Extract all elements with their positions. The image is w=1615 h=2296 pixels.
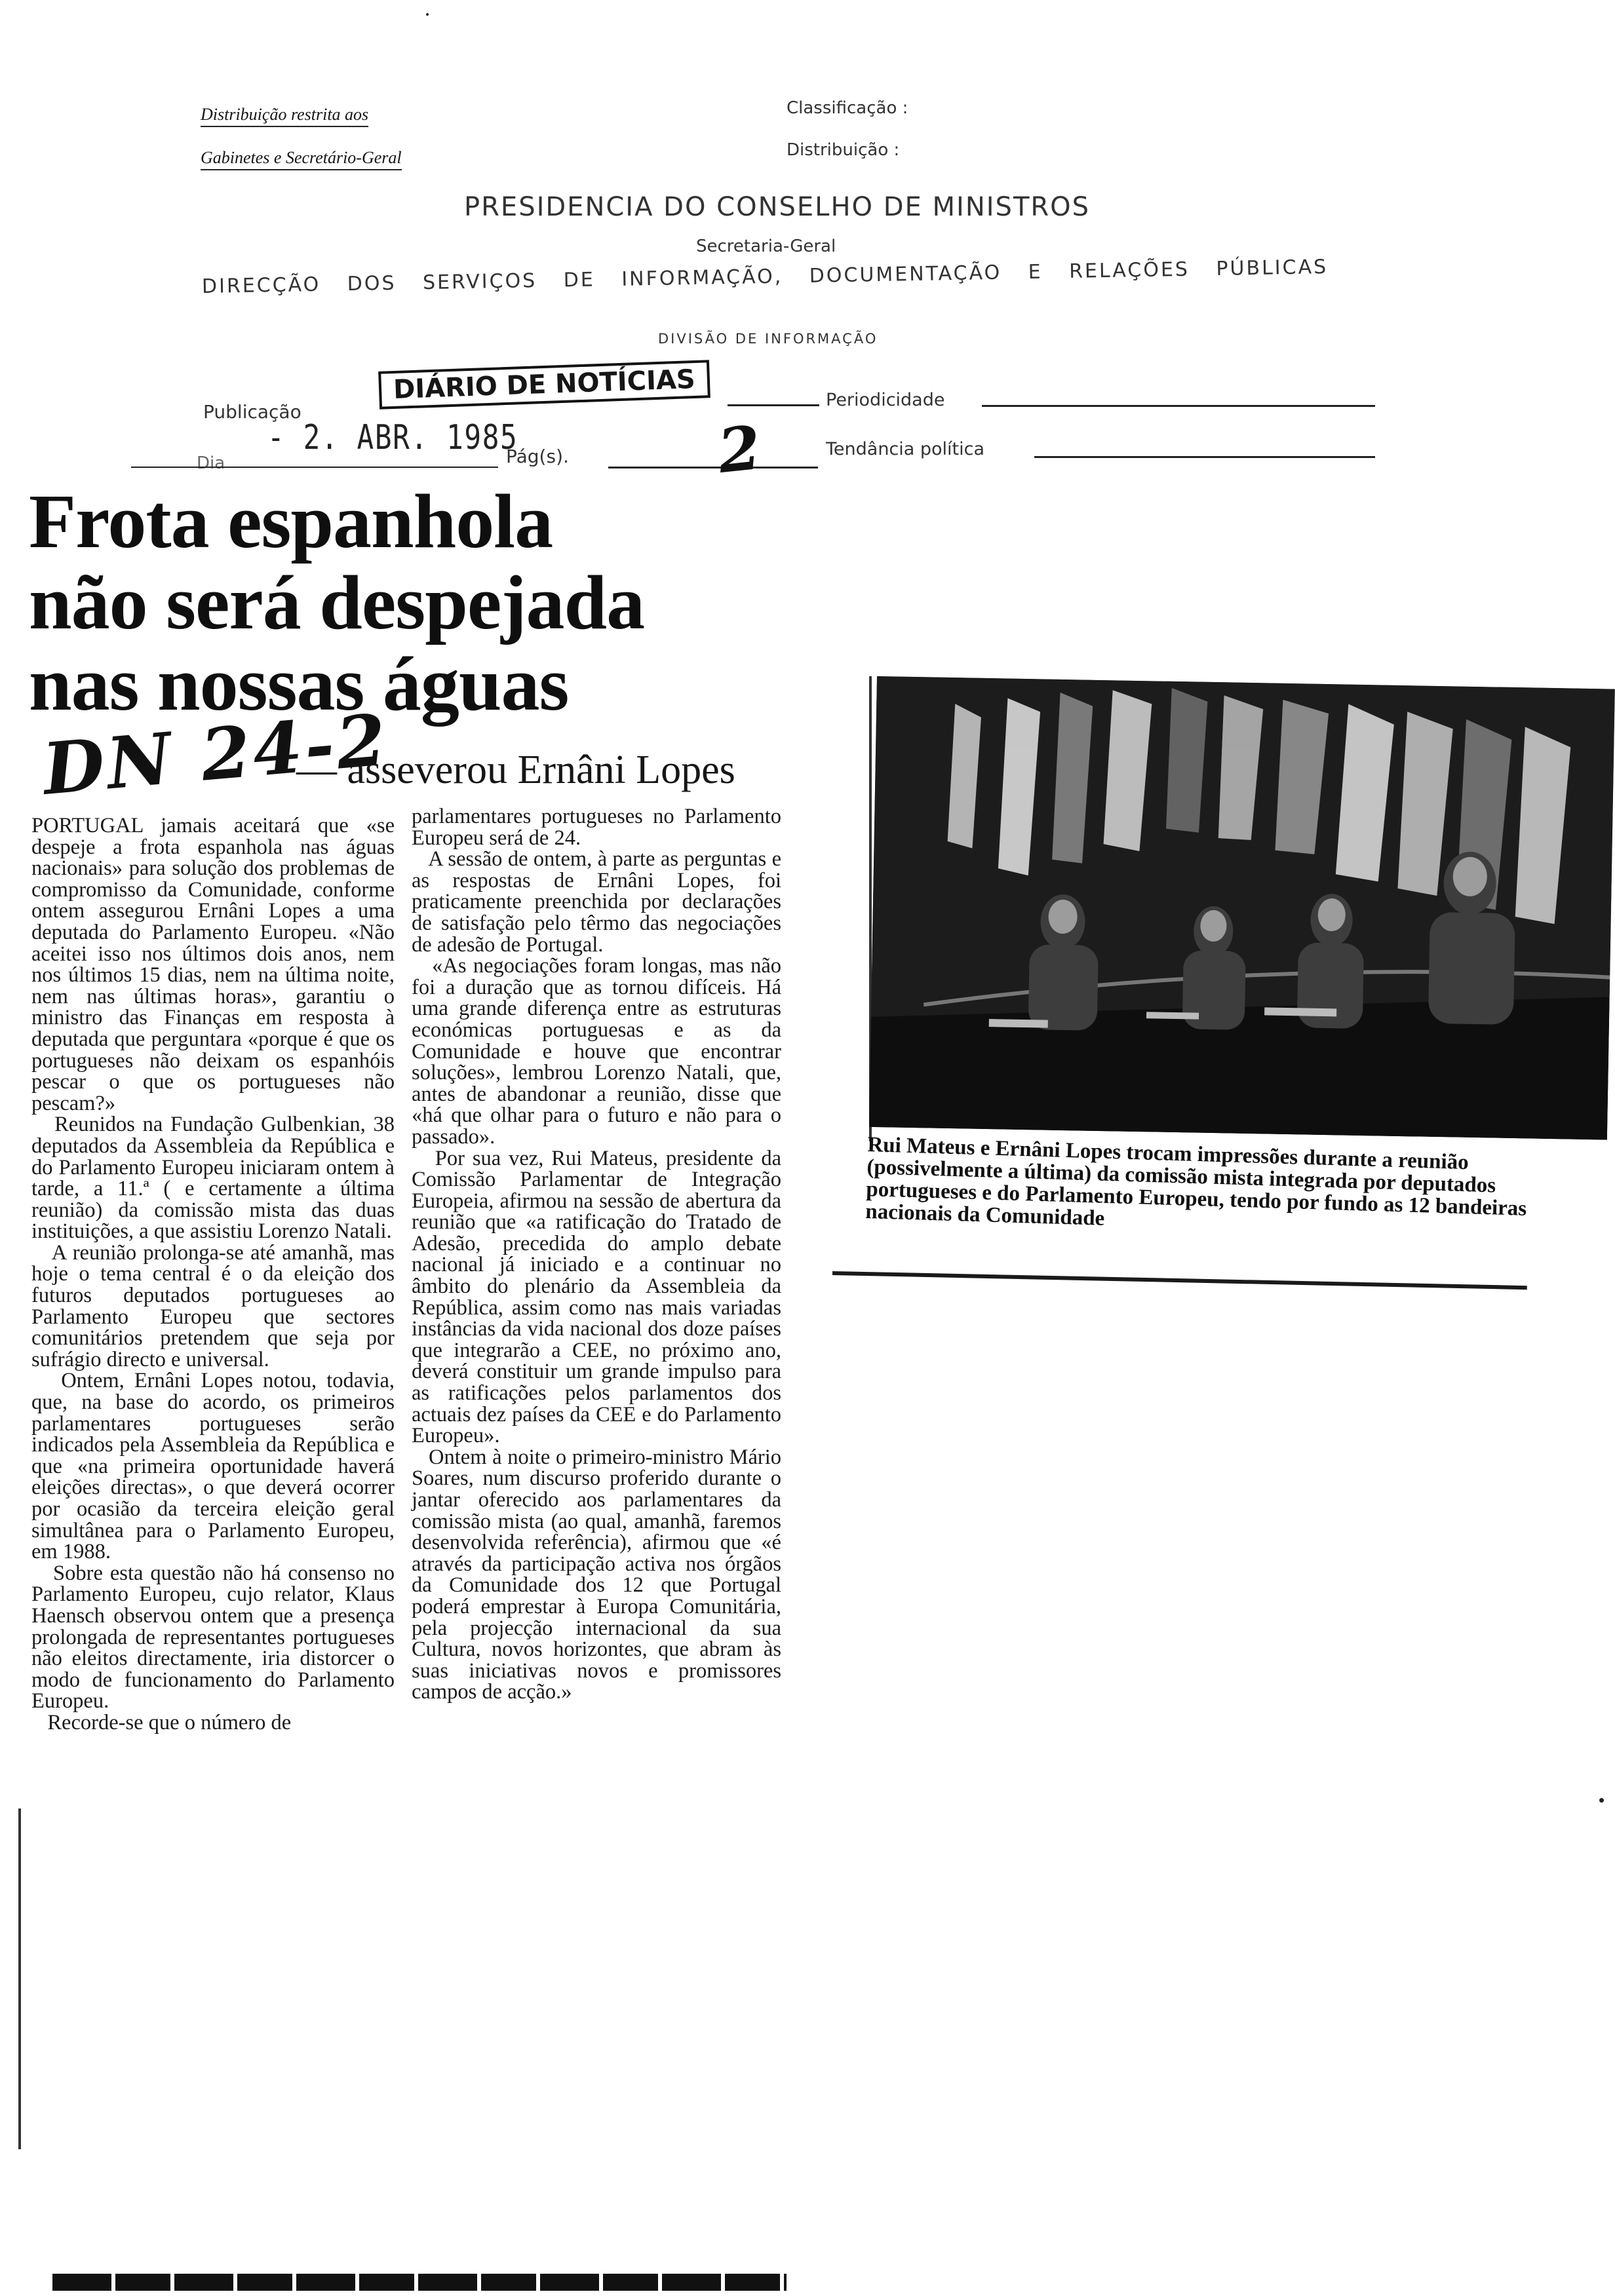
divisao-line: DIVISÃO DE INFORMAÇÃO [658,331,878,347]
meeting-photo [869,676,1615,1140]
periodicidade-label: Periodicidade [826,390,945,410]
publicacao-label: Publicação [203,401,302,423]
scan-bottom-border [52,2274,787,2291]
headline-line-1: Frota espanhola [29,478,553,564]
ministry-title: PRESIDENCIA DO CONSELHO DE MINISTROS [464,192,1091,222]
photo-caption: Rui Mateus e Ernâni Lopes trocam impressões durante a reunião (possivelmente a última) da comissão mista integrada por deputados portugueses e do Parlamento Europeu, tendo por fundo as 12 bandeiras nacionais da Comunidade [865,1133,1527,1231]
dia-label: Dia [197,453,225,473]
classificacao-label: Classificação : [787,98,908,118]
distribuicao-label: Distribuição : [787,140,900,160]
distribution-note-line2: Gabinetes e Secretário-Geral [201,148,402,170]
periodicidade-rule [982,405,1375,407]
pags-label: Pág(s). [506,446,569,467]
dia-rule [131,467,498,468]
meeting-photo-illustration [869,676,1615,1140]
headline-line-2: não será despejada [29,560,645,645]
scan-speck [1599,1798,1604,1803]
handwritten-reference: DN 24-2 [39,698,392,811]
scan-margin-mark [18,1808,21,2149]
publicacao-rule [728,404,819,406]
tendencia-label: Tendância política [826,439,985,459]
handwritten-page-number: 2 [714,411,764,488]
headline-line-3: nas nossas águas [29,641,569,727]
publication-stamp: DIÁRIO DE NOTÍCIAS [378,360,710,410]
tendencia-rule [1034,456,1375,458]
secretaria-subtitle: Secretaria-Geral [696,237,836,256]
pags-rule [608,467,818,469]
caption-bottom-rule [832,1271,1527,1290]
date-stamp: - 2. ABR. 1985 [267,418,518,457]
direccao-line: DIRECÇÃO DOS SERVIÇOS DE INFORMAÇÃO, DOCUMENTAÇÃO E RELAÇÕES PÚBLICAS [201,256,1329,298]
headline [29,478,645,727]
article-column-2: parlamentares portugueses no Parlamento Europeu será de 24. A sessão de ontem, à parte as perguntas e as respostas de Ernâni Lopes, foi praticamente preenchida por declarações de satisfação pelo têrmo das negociações de adesão de Portugal. «As negociações foram longas, mas não foi a duração que as tornou difíceis. Há uma grande diferença entre as estruturas económicas portuguesas e as da Comunidade e houve que encontrar soluções», lembrou Lorenzo Natali, que, antes de abandonar a reunião, disse que «há que olhar para o futuro e não para o passado». Por sua vez, Rui Mateus, presidente da Comissão Parlamentar de Integração Europeia, afirmou na sessão de abertura da reunião que «a ratificação do Tratado de Adesão, precedida do amplo debate nacional já iniciado e a continuar no âmbito do plenário da Assembleia da República, assim como nas mais variadas instâncias da vida nacional dos doze países que integrarão a CEE, no próximo ano, deverá constituir um grande impulso para as ratificações pelos parlamentos dos actuais dez países da CEE e do Parlamento Europeu». Ontem à noite o primeiro-ministro Mário Soares, num discurso proferido durante o jantar oferecido aos parlamentares da comissão mista (ao qual, amanhã, faremos desenvolvida referência), afirmou que «é através da participação activa nos órgãos da Comunidade dos 12 que Portugal poderá emprestar à Europa Comunitária, pela projecção internacional da sua Cultura, novos horizontes, que abram às suas iniciativas novos e promissores campos de acção.» [412,805,782,1704]
article-column-1: PORTUGAL jamais aceitará que «se despeje a frota espanhola nas águas nacionais» para solução dos problemas de compromisso da Comunidade, conforme ontem assegurou Ernâni Lopes a uma deputada do Parlamento Europeu. «Não aceitei isso nos últimos dois anos, nem nos últimos 15 dias, nem na última noite, nem nas últimas horas», garantiu o ministro das Finanças em resposta à deputada que perguntara «porque é que os portugueses não deixam os espanhóis pescar o que os portugueses não pescam?» Reunidos na Fundação Gulbenkian, 38 deputados da Assembleia da República e do Parlamento Europeu iniciaram ontem à tarde, a 11.ª ( e certamente a última reunião) da comissão mista das duas instituições, a que assistiu Lorenzo Natali. A reunião prolonga-se até amanhã, mas hoje o tema central é o da eleição dos futuros deputados portugueses ao Parlamento Europeu que sectores comunitários pretendem que seja por sufrágio directo e universal. Ontem, Ernâni Lopes notou, todavia, que, na base do acordo, os primeiros parlamentares portugueses serão indicados pela Assembleia da República e que «na primeira oportunidade haverá eleições directas», o que deverá ocorrer por ocasião da terceira eleição geral simultânea para o Parlamento Europeu, em 1988. Sobre esta questão não há consenso no Parlamento Europeu, cujo relator, Klaus Haensch observou ontem que a presença prolongada de representantes portugueses não eleitos directamente, iria distorcer o modo de funcionamento do Parlamento Europeu. Recorde-se que o número de [31,814,395,1734]
distribution-note-line1: Distribuição restrita aos [201,105,368,127]
subheadline: — asseverou Ernâni Lopes [296,748,735,792]
scan-speck [426,13,429,16]
